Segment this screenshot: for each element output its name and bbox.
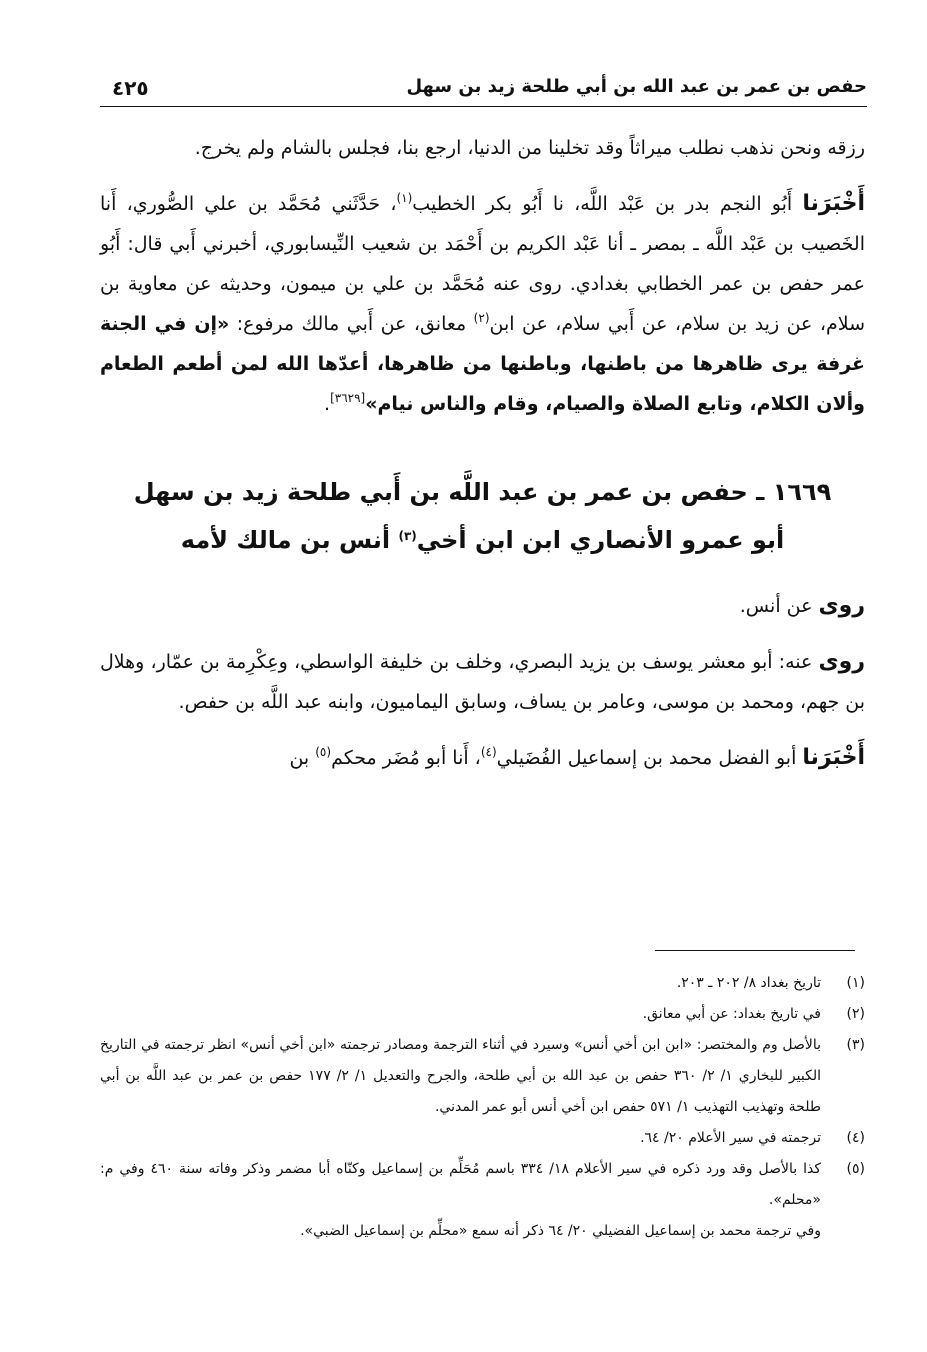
paragraph-isnad-1 [100,184,865,424]
footnote-continuation: وفي ترجمة محمد بن إسماعيل الفضيلي ٢٠/ ٦٤ ذكر أنه سمع «محلِّم بن إسماعيل الضبي». [300,1223,821,1239]
rawa-text: عن أنس. [739,595,819,617]
footnote-separator [655,950,855,951]
footnote-text: بالأصل وم والمختصر: «ابن ابن أخي أنس» وسيرد في أثناء الترجمة ومصادر ترجمته «ابن أخي أنس» انظر ترجمته في التاريخ الكبير للبخاري ١/ ٢/ ٣٦٠ حفص بن عبد الله بن أبي طلحة، والجرح والتعديل ١/ ٢/ ١٧٧ حفص بن عمر بن عبد اللَّه بن أبي طلحة وتهذيب التهذيب ١/ ٥٧١ حفص ابن أخي أنس أبو عمر المدني. [100,1037,821,1115]
paragraph-rawa-an [100,586,865,626]
paragraph-rawa-anhu [100,642,865,722]
isnad-text: بن [289,747,316,769]
footnote-text: في تاريخ بغداد: عن أبي معانق. [642,1006,821,1022]
footnote-number: (٣) [846,1037,865,1053]
entry-title-line-2 [100,516,865,564]
entry-title-text: أبو عمرو الأنصاري ابن ابن أخي [416,526,785,554]
footnote-number: (١) [846,975,865,991]
page-header [100,70,867,104]
rawa-text: عنه: أبو معشر يوسف بن يزيد البصري، وخلف بن خليفة الواسطي، وعِكْرِمة بن عمّار، وهلال بن جهم، ومحمد بن موسى، وعامر بن يساف، وسابق اليماميون، وابنه عبد اللَّه بن حفص. [100,651,865,713]
akhbarana-heading: أَخْبَرَنا [802,191,865,216]
footnote-text: تاريخ بغداد ٨/ ٢٠٢ ـ ٢٠٣. [676,975,821,991]
paragraph-continuation: رزقه ونحن نذهب نطلب ميراثاً وقد تخلينا من الدنيا، ارجع بنا، فجلس بالشام ولم يخرج. [194,137,865,159]
entry-title-line-1: ١٦٦٩ ـ حفص بن عمر بن عبد اللَّه بن أَبي طلحة زيد بن سهل [133,478,832,506]
footnote-text: ترجمته في سير الأعلام ٢٠/ ٦٤. [640,1130,821,1146]
isnad-text: أَبُو النجم بدر بن عَبْد اللَّه، نا أَبُو بكر الخطيب [412,193,803,215]
hadith-number: [٣٦٢٩] [330,391,366,405]
footnote-ref-2[interactable]: (٢) [473,311,490,325]
period: . [324,393,331,415]
footnote-number: (٤) [846,1130,865,1146]
footnote-ref-1[interactable]: (١) [396,191,413,205]
isnad-text: معانق، عن أَبي مالك مرفوع: [229,313,474,335]
footnote-ref-5[interactable]: (٥) [315,745,332,759]
rawa-label: روى [818,593,865,618]
footnotes [100,968,865,1247]
footnote-item [100,1030,865,1123]
isnad-text: ، حَدَّثَني مُحَمَّد بن علي الصُّوري، أَنا الخَصيب بن عَبْد اللَّه ـ بمصر ـ أنا عَبْد الكريم بن أَحْمَد بن شعيب النِّيسابوري، أخبرني أَبي قال: أَبُو عمر حفص بن عمر الخطابي بغدادي. روى عنه مُحَمَّد بن علي بن ميمون، وحديثه عن معاوية بن سلام، عن زيد بن سلام، عن أَبي سلام، عن ابن [100,193,865,335]
akhbarana-heading: أَخْبَرَنا [802,745,865,770]
running-title: حفص بن عمر بن عبد الله بن أبي طلحة زيد بن سهل [406,76,867,97]
isnad-text: ، أَنا أبو مُضَر محكم [331,747,481,769]
page-number: ٤٢٥ [112,76,149,100]
paragraph-isnad-2 [100,738,865,778]
isnad-text: أبو الفضل محمد بن إسماعيل الفُضَيلي [496,747,803,769]
footnote-item [100,999,865,1030]
footnote-item [100,1154,865,1216]
footnote-item [100,968,865,999]
footnote-number: (٥) [846,1161,865,1177]
footnote-ref-3[interactable]: (٣) [398,529,417,543]
footnote-item [100,1123,865,1154]
main-text [100,128,865,778]
entry-title-text: أنس بن مالك لأمه [180,526,399,554]
footnote-ref-4[interactable]: (٤) [480,745,497,759]
rawa-label: روى [818,649,865,674]
header-rule [100,106,867,107]
footnote-text: كذا بالأصل وقد ورد ذكره في سير الأعلام ١٨/ ٣٣٤ باسم مُحَلِّم بن إسماعيل وكنّاه أبا مضمر وذكر وفاته سنة ٤٦٠ وفي م: «محلم». [100,1161,822,1208]
entry-title [100,468,865,564]
footnote-number: (٢) [846,1006,865,1022]
hadith-text: «إن في الجنة غرفة يرى ظاهرها من باطنها، وباطنها من ظاهرها، أعدّها الله لمن أطعم الطعام وألان الكلام، وتابع الصلاة والصيام، وقام والناس نيام» [100,313,865,415]
